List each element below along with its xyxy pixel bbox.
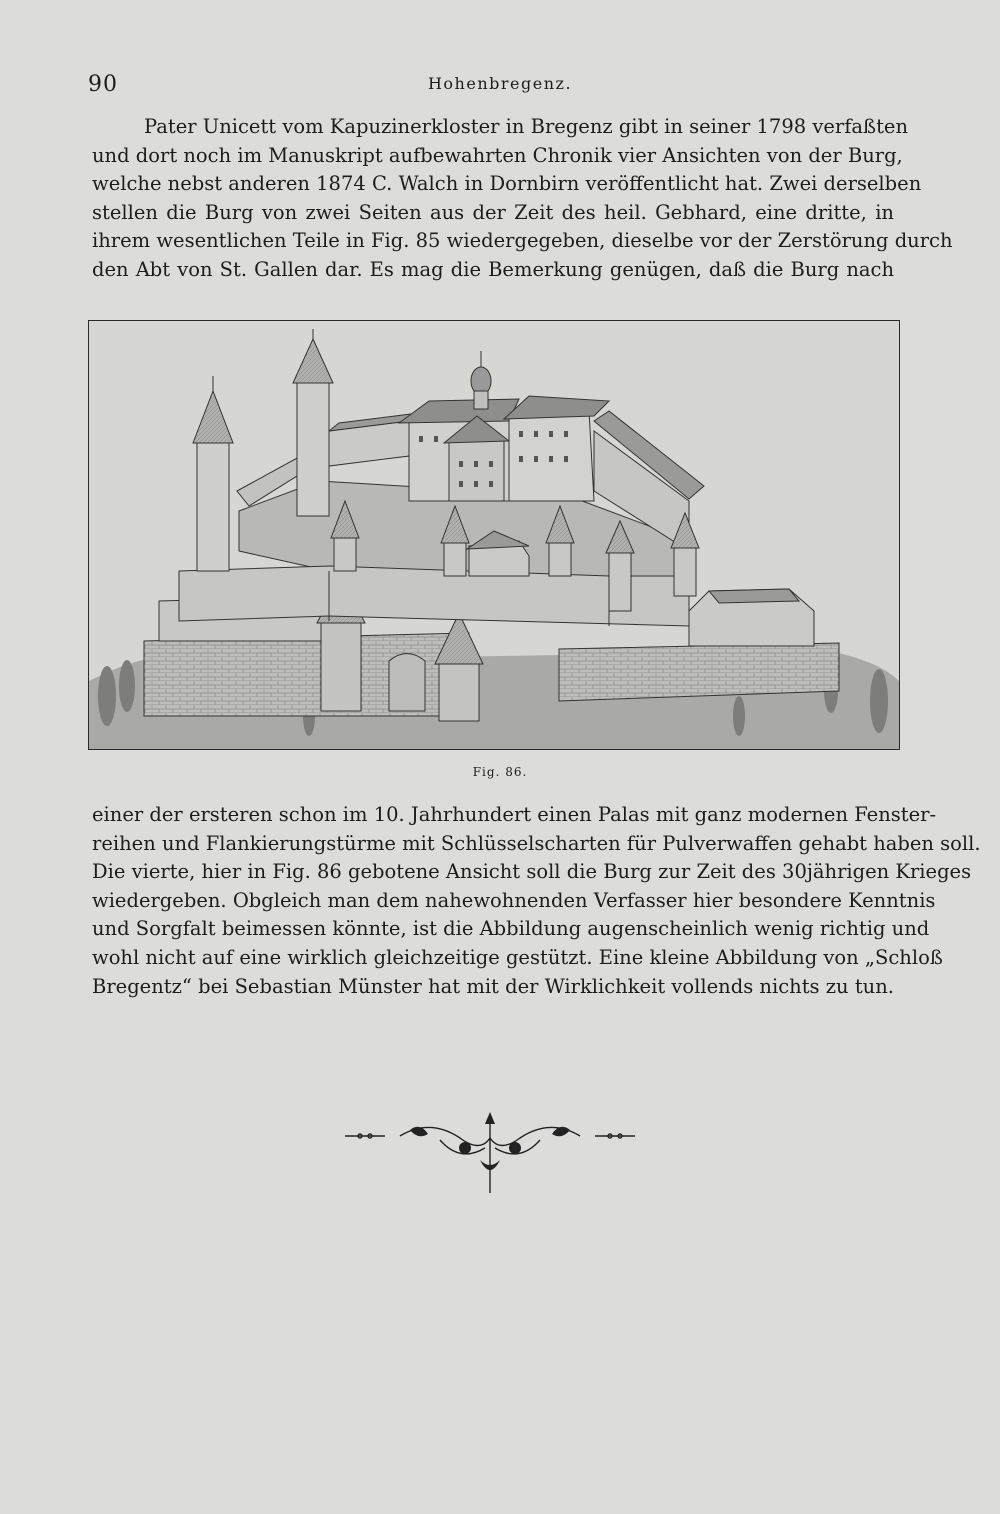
running-title: Hohenbregenz.: [427, 74, 573, 93]
text-line: einer der ersteren schon im 10. Jahrhundert einen Palas mit ganz modernen Fenster-: [92, 803, 937, 826]
castle-illustration: [88, 320, 900, 750]
text-line: Bregentz“ bei Sebastian Münster hat mit der Wirklichkeit vollends nichts zu tun.: [92, 974, 894, 998]
figure-caption: Fig. 86.: [472, 765, 528, 779]
text-line: und dort noch im Manuskript aufbewahrten Chronik vier Ansichten von der Burg,: [92, 143, 903, 167]
text-line: welche nebst anderen 1874 C. Walch in Dornbirn veröffentlicht hat. Zwei derselben: [92, 172, 922, 196]
text-line: wohl nicht auf eine wirklich gleichzeitige gestützt. Eine kleine Abbildung von „Schloß: [92, 945, 943, 969]
page-number: 90: [88, 72, 118, 97]
text-line: wiedergeben. Obgleich man dem nahewohnenden Verfasser hier besondere Kenntnis: [92, 888, 936, 912]
text-line: den Abt von St. Gallen dar. Es mag die Bemerkung genügen, daß die Burg nach: [92, 257, 894, 281]
text-line: reihen und Flankierungstürme mit Schlüsselscharten für Pulverwaffen gehabt haben soll.: [92, 831, 981, 855]
paragraph-2: [92, 801, 981, 1001]
text-line: stellen die Burg von zwei Seiten aus der Zeit des heil. Gebhard, eine dritte, in: [92, 200, 894, 224]
text-line: Pater Unicett vom Kapuzinerkloster in Bregenz gibt in seiner 1798 verfaßten: [144, 115, 909, 138]
text-line: Die vierte, hier in Fig. 86 gebotene Ansicht soll die Burg zur Zeit des 30jährigen Krieges: [92, 860, 972, 884]
paragraph-1: [92, 113, 953, 285]
text-line: und Sorgfalt beimessen könnte, ist die Abbildung augenscheinlich wenig richtig und: [92, 917, 930, 941]
text-line: ihrem wesentlichen Teile in Fig. 85 wiedergegeben, dieselbe vor der Zerstörung durch: [92, 229, 953, 253]
ornament-vignette: [340, 1108, 640, 1198]
